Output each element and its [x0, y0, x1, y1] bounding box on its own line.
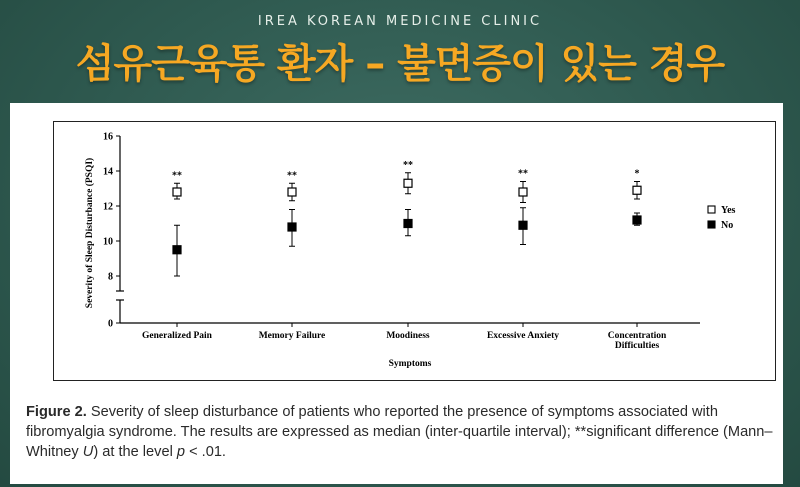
data-point-no [404, 220, 412, 228]
y-tick-label: 10 [103, 236, 113, 248]
caption-label: Figure 2. [26, 404, 87, 420]
caption-p: p [176, 444, 186, 460]
caption-text-1: Severity of sleep disturbance of patients who reported the presence of symptoms associated with fibromyalgia syndrome. The results are expressed as median (inter-quartile interval); [26, 404, 718, 440]
data-point-no [173, 246, 181, 254]
y-tick-label: 14 [103, 166, 113, 178]
y-tick-label: 16 [103, 131, 113, 143]
x-axis-label: Symptoms [388, 359, 432, 369]
x-tick-label: Moodiness [386, 331, 430, 341]
figure-caption [26, 402, 781, 462]
x-tick-label: Memory Failure [258, 331, 326, 341]
data-point-no [288, 223, 296, 231]
y-tick-label: 12 [103, 201, 113, 213]
caption-text-2: significant difference (Mann–Whitney [26, 424, 773, 460]
x-tick-label: Difficulties [614, 341, 660, 351]
x-tick-label: Concentration [607, 331, 667, 341]
data-point-yes [633, 186, 641, 194]
sleep-disturbance-chart [10, 103, 783, 398]
y-tick-label: 8 [108, 271, 113, 283]
y-axis-label: Severity of Sleep Disturbance (PSQI) [85, 157, 95, 309]
data-point-yes [173, 188, 181, 196]
x-tick-label: Generalized Pain [142, 331, 212, 341]
significance-marker: ** [518, 168, 528, 180]
x-tick-label: Excessive Anxiety [486, 331, 560, 341]
caption-text-4: < .01. [185, 444, 226, 460]
legend-label-no: No [721, 220, 734, 231]
legend-label-yes: Yes [721, 205, 736, 216]
y-tick-label: 0 [108, 318, 113, 330]
figure-panel [10, 103, 783, 484]
caption-text-3: ) at the level [93, 444, 177, 460]
data-point-yes [519, 188, 527, 196]
significance-marker: ** [172, 170, 182, 182]
data-point-no [633, 216, 641, 224]
significance-marker: ** [403, 159, 413, 171]
page-headline: 섬유근육통 환자 – 불면증이 있는 경우 [75, 41, 725, 87]
significance-marker: ** [287, 170, 297, 182]
caption-u: U [82, 444, 94, 460]
data-point-no [519, 221, 527, 229]
clinic-name: IREA KOREAN MEDICINE CLINIC [257, 14, 543, 29]
legend-marker-no [708, 221, 715, 228]
data-point-yes [288, 188, 296, 196]
caption-stars: ** [574, 424, 587, 440]
data-point-yes [404, 179, 412, 187]
significance-marker: * [634, 168, 640, 180]
legend-marker-yes [708, 206, 715, 213]
